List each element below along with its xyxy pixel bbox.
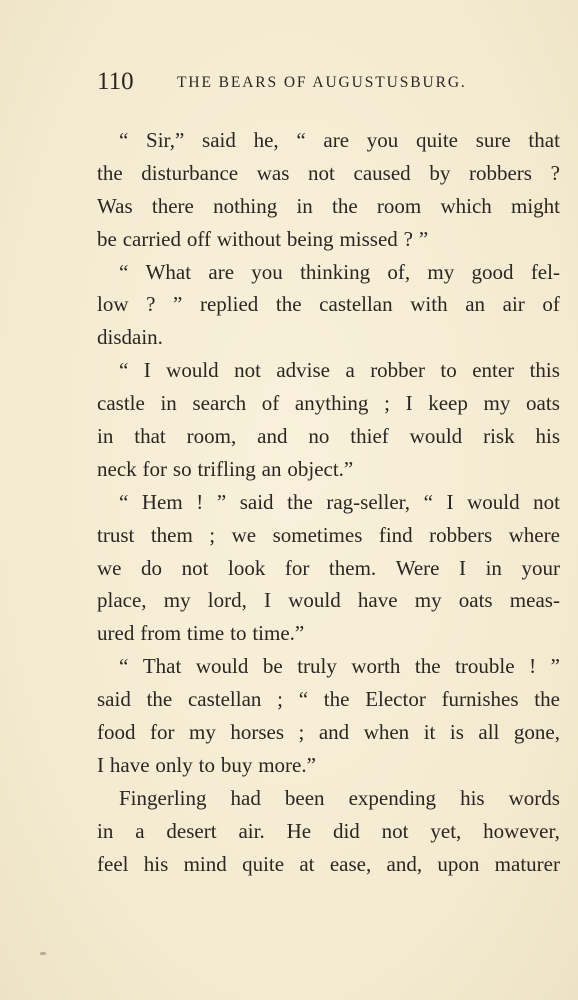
word: my [189, 720, 216, 745]
word: expending [348, 785, 437, 810]
word: might [510, 193, 560, 218]
word: “ [296, 128, 306, 152]
word: ; [298, 720, 305, 745]
word: said [97, 687, 131, 712]
text-line [97, 650, 560, 683]
word: not [181, 555, 209, 580]
text-line [97, 453, 560, 486]
text-line [97, 584, 560, 617]
text-line [97, 749, 560, 782]
word: that [528, 128, 560, 152]
word: would [166, 358, 219, 383]
word: being [286, 226, 334, 251]
word: we [231, 522, 257, 547]
word: said [202, 128, 236, 152]
word: Elector [365, 687, 426, 712]
word: quite [242, 851, 285, 876]
word: “ [298, 687, 309, 712]
word: worth [351, 654, 401, 679]
word: from [140, 621, 182, 646]
word: castle [97, 391, 145, 416]
word: “ [119, 128, 129, 152]
word: nothing [213, 193, 278, 218]
word: ” [173, 292, 183, 317]
word: I [143, 358, 151, 383]
text-line [97, 552, 560, 585]
word: the [323, 687, 350, 712]
text-line [97, 716, 560, 749]
word: which [440, 193, 492, 218]
word: would [288, 588, 341, 613]
word: carried [122, 226, 181, 251]
word: trust [97, 522, 135, 547]
page-header [97, 66, 567, 98]
word: in [296, 193, 313, 218]
word: “ [119, 654, 129, 679]
word: the [275, 292, 302, 317]
word: desert [166, 818, 217, 843]
word: not [381, 818, 409, 843]
word: I [264, 588, 272, 613]
word: Sir,” [146, 128, 185, 152]
word: ; [384, 391, 390, 416]
text-line [97, 321, 560, 354]
word: object.” [287, 456, 354, 481]
word: missed [339, 226, 398, 251]
word: ” [216, 489, 227, 514]
word: that [134, 424, 166, 449]
word: upon [437, 851, 480, 876]
word: his [460, 785, 485, 810]
text-line [97, 223, 560, 256]
word: it [423, 720, 436, 745]
text-line [97, 288, 560, 321]
word: did [332, 818, 360, 843]
word: of [542, 292, 560, 317]
word: find [378, 522, 413, 547]
word: to [198, 752, 215, 777]
word: “ [119, 259, 129, 284]
word: only [155, 752, 193, 777]
word: fel- [530, 259, 560, 284]
word: What [145, 259, 192, 284]
word: oats [458, 588, 493, 613]
word: my [163, 588, 191, 613]
word: advise [276, 358, 331, 383]
word: be [262, 654, 283, 679]
word: Hem [141, 489, 183, 514]
word: for [284, 555, 310, 580]
word: the [332, 193, 358, 218]
word: a [135, 818, 145, 843]
word: and, [386, 851, 423, 876]
word: been [284, 785, 325, 810]
word: robbers [429, 522, 493, 547]
word: sure [475, 128, 511, 152]
word: anything [294, 391, 369, 416]
word: his [143, 851, 169, 876]
text-line [97, 519, 560, 552]
word: however, [483, 818, 560, 843]
word: to [230, 621, 247, 646]
word: keep [428, 391, 468, 416]
word: castellan [319, 292, 393, 317]
word: robber [370, 358, 425, 383]
body-text [97, 124, 560, 880]
text-line [97, 420, 560, 453]
word: ! [529, 654, 537, 679]
word: we [97, 555, 122, 580]
word: castellan [187, 687, 262, 712]
word: truly [297, 654, 337, 679]
word: the [414, 654, 441, 679]
word: ured [97, 621, 135, 646]
word: not [533, 489, 560, 514]
word: ease, [329, 851, 372, 876]
word: furnishes [441, 687, 519, 712]
word: ? [146, 292, 156, 317]
word: of, [387, 259, 411, 284]
word: the [146, 687, 173, 712]
word: disdain. [97, 325, 163, 350]
word: and [318, 720, 350, 745]
word: low [97, 292, 129, 317]
word: without [216, 226, 282, 251]
word: look [227, 555, 266, 580]
word: Were [395, 555, 440, 580]
word: in [160, 391, 177, 416]
word: oats [526, 391, 560, 416]
text-line [97, 157, 560, 190]
word: his [535, 424, 560, 449]
word: good [471, 259, 514, 284]
word: rag-seller, [326, 489, 411, 514]
text-line [97, 683, 560, 716]
word: I [446, 489, 454, 514]
word: search [192, 391, 247, 416]
word: Fingerling [119, 785, 207, 810]
word: off [186, 226, 211, 251]
word: when [363, 720, 410, 745]
word: room [376, 193, 422, 218]
word: no [308, 424, 330, 449]
word: them [150, 522, 193, 547]
word: thief [350, 424, 389, 449]
word: not [234, 358, 261, 383]
text-line [97, 617, 560, 650]
word: neck [97, 456, 137, 481]
word: disturbance [141, 160, 239, 185]
word: to [440, 358, 457, 383]
word: have [357, 588, 398, 613]
word: trouble [455, 654, 515, 679]
running-title: THE BEARS OF AUGUSTUSBURG. [177, 74, 467, 91]
word: in [97, 424, 114, 449]
word: caused [353, 160, 411, 185]
word: by [429, 160, 451, 185]
word: ? [403, 226, 413, 251]
word: where [508, 522, 560, 547]
word: are [208, 259, 235, 284]
word: was [256, 160, 290, 185]
word: would [467, 489, 520, 514]
word: sometimes [272, 522, 363, 547]
word: food [97, 720, 136, 745]
word: an [261, 456, 282, 481]
word: ? [550, 160, 560, 185]
word: replied [199, 292, 259, 317]
word: would [409, 424, 463, 449]
word: I [405, 391, 413, 416]
word: for [142, 456, 168, 481]
word: He [286, 818, 312, 843]
word: you [251, 259, 283, 284]
word: a [345, 358, 355, 383]
text-line [97, 256, 560, 289]
word: my [414, 588, 442, 613]
text-line [97, 387, 560, 420]
word: ! [196, 489, 204, 514]
word: trifling [197, 456, 256, 481]
word: them. [328, 555, 377, 580]
word: room, [186, 424, 237, 449]
page-blemish [40, 952, 46, 955]
text-line [97, 124, 560, 157]
text-line [97, 354, 560, 387]
word: he, [253, 128, 279, 152]
word: so [172, 456, 192, 481]
word: mind [183, 851, 227, 876]
word: this [529, 358, 560, 383]
word: you [366, 128, 399, 152]
word: in [485, 555, 502, 580]
page-number: 110 [97, 68, 134, 95]
word: horses [230, 720, 285, 745]
word: at [299, 851, 315, 876]
word: “ [119, 358, 129, 383]
word: “ [119, 489, 129, 514]
word: Was [97, 193, 133, 218]
word: there [151, 193, 194, 218]
word: my [483, 391, 511, 416]
word: buy [220, 752, 253, 777]
word: feel [97, 851, 129, 876]
word: “ [423, 489, 433, 514]
word: yet, [430, 818, 462, 843]
word: and [257, 424, 288, 449]
word: time.” [252, 621, 305, 646]
word: said [239, 489, 274, 514]
word: I [459, 555, 467, 580]
word: the [287, 489, 313, 514]
word: ; [209, 522, 216, 547]
word: maturer [494, 851, 560, 876]
word: air. [238, 818, 265, 843]
word: enter [472, 358, 515, 383]
word: my [427, 259, 455, 284]
word: had [230, 785, 261, 810]
word: is [449, 720, 464, 745]
word: an [465, 292, 486, 317]
word: be [97, 226, 117, 251]
word: not [308, 160, 335, 185]
word: your [521, 555, 560, 580]
text-line [97, 848, 560, 881]
word: are [323, 128, 350, 152]
word: would [195, 654, 249, 679]
word: more.” [258, 752, 316, 777]
word: risk [483, 424, 515, 449]
word: do [141, 555, 163, 580]
word: gone, [513, 720, 560, 745]
word: lord, [207, 588, 247, 613]
word: air [502, 292, 525, 317]
word: with [410, 292, 448, 317]
text-line [97, 190, 560, 223]
word: all [478, 720, 500, 745]
word: place, [97, 588, 147, 613]
word: ” [550, 654, 560, 679]
text-line [97, 486, 560, 519]
word: That [142, 654, 182, 679]
word: quite [415, 128, 458, 152]
word: in [97, 818, 114, 843]
text-line [97, 815, 560, 848]
word: I [97, 752, 104, 777]
word: ; [277, 687, 283, 712]
word: of [261, 391, 280, 416]
word: meas- [509, 588, 560, 613]
word: for [150, 720, 175, 745]
word: thinking [300, 259, 371, 284]
word: ” [418, 226, 429, 251]
word: time [186, 621, 225, 646]
word: have [109, 752, 150, 777]
text-line [97, 782, 560, 815]
word: the [534, 687, 560, 712]
word: robbers [468, 160, 532, 185]
word: the [97, 160, 123, 185]
word: words [508, 785, 560, 810]
